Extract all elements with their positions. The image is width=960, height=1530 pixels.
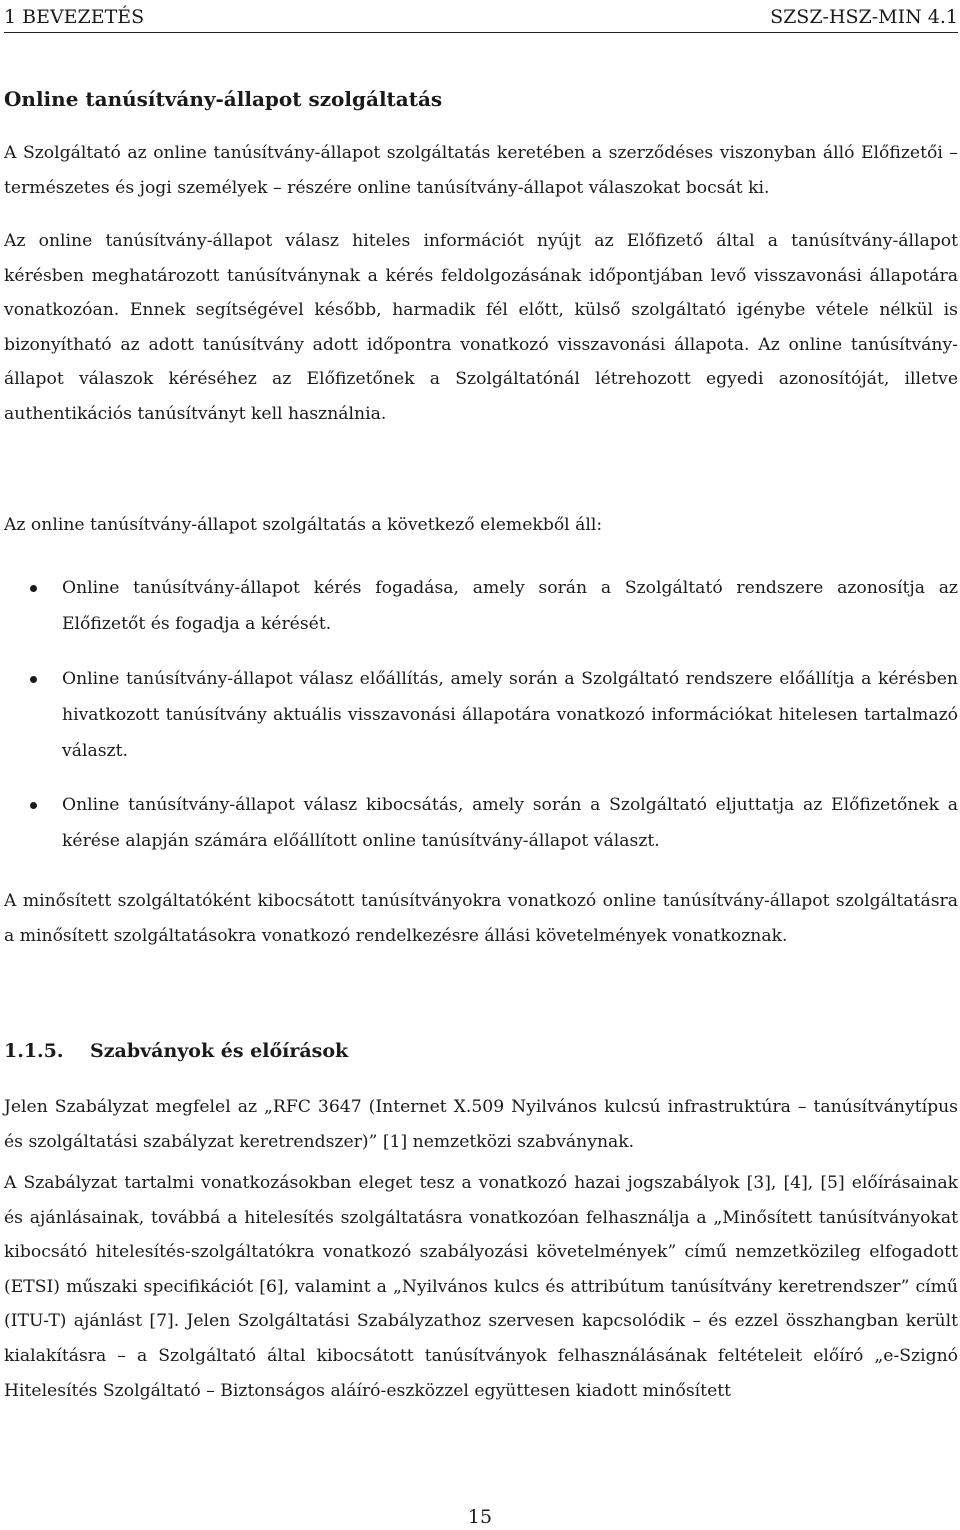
bullet-icon — [30, 585, 37, 592]
regulations-paragraph: A Szabályzat tartalmi vonatkozásokban eleget tesz a vonatkozó hazai jogszabályok [3], [4], [5] előírásainak és ajánlásainak, továbbá a hitelesítés szolgáltatásra vonatkozóan felhasználja a „Minősített tanúsítványokat kibocsátó hitelesítés-szolgáltatókra vonatkozó szabályozási követelmények” című nemzetközileg elfogadott (ETSI) műszaki specifikációt [6], valamint a „Nyilvános kulcs és attribútum tanúsítvány keretrendszer” című (ITU-T) ajánlást [7]. Jelen Szolgáltatási Szabályzathoz szervesen kapcsolódik – és ezzel összhangban került kialakításra – a Szolgáltató által kibocsátott tanúsítványok felhasználásának feltételeit előíró „e-Szignó Hitelesítés Szolgáltató – Biztonságos aláíró-eszközzel együttesen kiadott minősített — [4, 1173, 958, 1401]
subsection-title: Szabványok és előírások — [90, 1040, 349, 1062]
body-paragraph: Az online tanúsítvány-állapot válasz hiteles információt nyújt az Előfizető által a tanúsítvány-állapot kérésben meghatározott tanúsítványnak a kérés feldolgozásának időpontjában levő visszavonási állapotára vonatkozóan. Ennek segítségével később, harmadik fél előtt, külső szolgáltató igénybe vétele nélkül is bizonyítható az adott tanúsítvány adott időpontra vonatkozó visszavonási állapota. Az online tanúsítvány-állapot válaszok kéréséhez az Előfizetőnek a Szolgáltatónál létrehozott egyedi azonosítóját, illetve authentikációs tanúsítványt kell használnia. — [4, 231, 958, 424]
list-intro-paragraph: Az online tanúsítvány-állapot szolgáltatás a következő elemekből áll: — [4, 515, 603, 535]
page-number: 15 — [467, 1506, 493, 1528]
intro-paragraph: A Szolgáltató az online tanúsítvány-állapot szolgáltatás keretében a szerződéses viszonyban álló Előfizetői – természetes és jogi személyek – részére online tanúsítvány-állapot válaszokat bocsát ki. — [4, 143, 958, 198]
list-item — [4, 787, 958, 859]
list-item-text: Online tanúsítvány-állapot válasz előállítás, amely során a Szolgáltató rendszere előállítja a kérésben hivatkozott tanúsítvány aktuális visszavonási állapotára vonatkozó információkat hitelesen tartalmazó választ. — [62, 669, 958, 761]
subsection-number: 1.1.5. — [4, 1040, 64, 1062]
bullet-icon — [30, 802, 37, 809]
section-title: Online tanúsítvány-állapot szolgáltatás — [4, 87, 443, 111]
list-item — [4, 661, 958, 769]
header-document-id: SZSZ-HSZ-MIN 4.1 — [770, 6, 958, 28]
list-item-text: Online tanúsítvány-állapot válasz kibocsátás, amely során a Szolgáltató eljuttatja az Előfizetőnek a kérése alapján számára előállított online tanúsítvány-állapot választ. — [62, 795, 958, 851]
running-header — [4, 2, 958, 33]
closing-paragraph: A minősített szolgáltatóként kibocsátott tanúsítványokra vonatkozó online tanúsítvány-állapot szolgáltatásra a minősített szolgáltatásokra vonatkozó rendelkezésre állási követelmények vonatkoznak. — [4, 891, 958, 946]
standards-paragraph: Jelen Szabályzat megfelel az „RFC 3647 (Internet X.509 Nyilvános kulcsú infrastruktúra – tanúsítványtípus és szolgáltatási szabályzat keretrendszer)” [1] nemzetközi szabványnak. — [4, 1097, 958, 1152]
subsection-heading — [4, 1036, 348, 1066]
header-chapter: 1 BEVEZETÉS — [4, 6, 145, 28]
bullet-icon — [30, 676, 37, 683]
list-item-text: Online tanúsítvány-állapot kérés fogadása, amely során a Szolgáltató rendszere azonosítja az Előfizetőt és fogadja a kérését. — [62, 578, 958, 634]
list-item — [4, 570, 958, 642]
